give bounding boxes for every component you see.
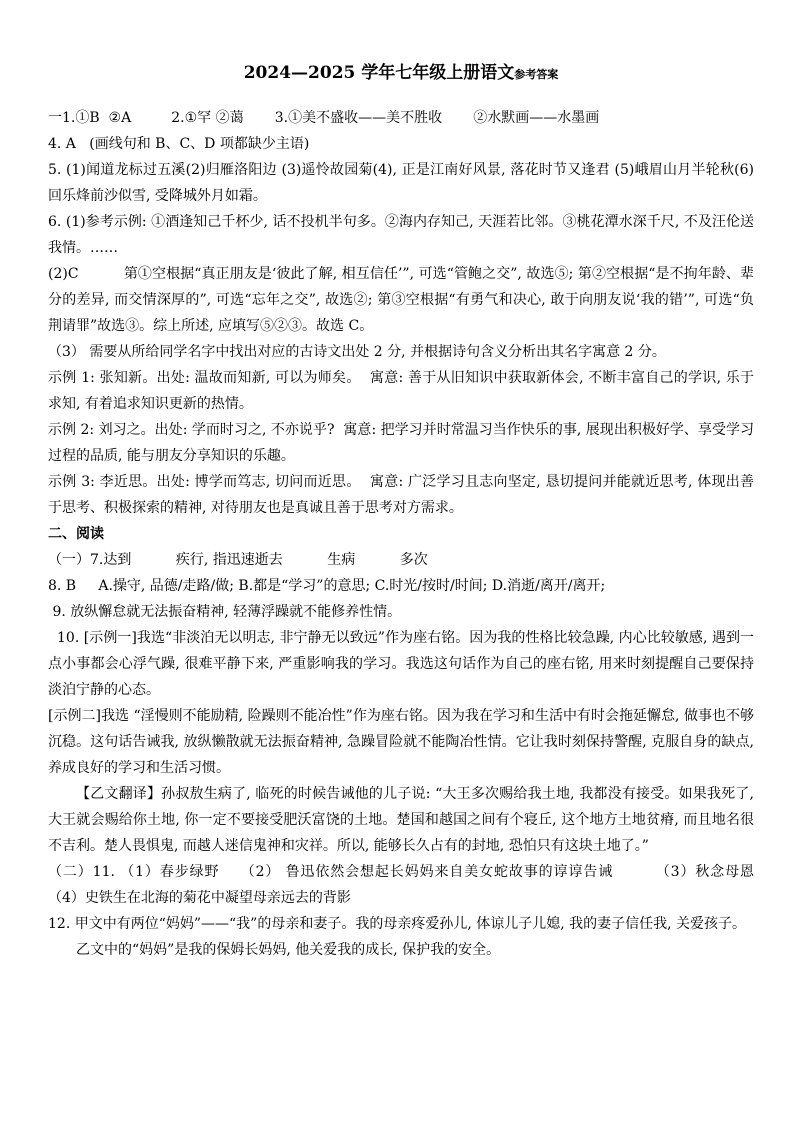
section-heading: 二、阅读: [48, 526, 104, 542]
answer-paragraph: 示例 2: 刘习之。出处: 学而时习之, 不亦说乎? 寓意: 把学习并时常温习当作快乐的事, 展现出积极好学、享受学习过程的品质, 能与朋友分享知识的乐趣。: [48, 422, 754, 464]
answer-paragraph: 乙文中的“妈妈”是我的保姆长妈妈, 他关爱我的成长, 保护我的安全。: [76, 942, 501, 958]
answer-paragraph: 9. 放纵懈怠就无法振奋精神, 轻薄浮躁就不能修养性情。: [48, 604, 402, 620]
answer-sheet: [48, 58, 786, 963]
page-title: [48, 58, 754, 83]
answer-paragraph: 5. (1)闻道龙标过五溪(2)归雁洛阳边 (3)遥怜故园菊(4), 正是江南好风景, 落花时节又逢君 (5)峨眉山月半轮秋(6)回乐烽前沙似雪, 受降城外月如霜。: [48, 162, 754, 204]
answer-paragraph: 4. A (画线句和 B、C、D 项都缺少主语): [48, 136, 310, 152]
answer-body: [48, 105, 786, 963]
answer-paragraph: 12. 甲文中有两位“妈妈”——“我”的母亲和妻子。我的母亲疼爱孙儿, 体谅儿子儿媳, 我的妻子信任我, 关爱孩子。: [48, 916, 747, 932]
answer-paragraph: 示例 1: 张知新。出处: 温故而知新, 可以为师矣。 寓意: 善于从旧知识中获取新体会, 不断丰富自己的学识, 乐于求知, 有着追求知识更新的热情。: [48, 370, 754, 412]
answer-paragraph: 【乙文翻译】孙叔敖生病了, 临死的时候告诫他的儿子说: “大王多次赐给我土地, 我都没有接受。如果我死了, 大王就会赐给你土地, 你一定不要接受肥沃富饶的土地。楚国和越国之间有个寝丘, 这个地方土地贫瘠, 而且地名很不吉利。楚人畏惧鬼, 而越人迷信鬼神和灾祥。所以, 能够长久占有的封地, 恐怕只有这块土地了。”: [48, 786, 759, 854]
answer-paragraph: (2)C 第①空根据“真正朋友是‘彼此了解, 相互信任’”, 可选“管鲍之交”, 故选⑤; 第②空根据“是不拘年龄、辈分的差异, 而交情深厚的”, 可选“忘年之交”, 故选②; 第③空根据“有勇气和决心, 敢于向朋友说‘我的错’”, 可选“负荆请罪”故选③。综上所述, 应填写⑤②③。故选 C。: [48, 266, 754, 334]
answer-paragraph: 10. [示例一]我选“非淡泊无以明志, 非宁静无以致远”作为座右铭。因为我的性格比较急躁, 内心比较敏感, 遇到一点小事都会心浮气躁, 很难平静下来, 严重影响我的学习。我选这句话作为自己的座右铭, 用来时刻提醒自己要保持淡泊宁静的心态。: [48, 630, 754, 698]
answer-paragraph: 示例 3: 李近思。出处: 博学而笃志, 切问而近思。 寓意: 广泛学习且志向坚定, 恳切提问并能就近思考, 体现出善于思考、积极探索的精神, 对待朋友也是真诚且善于思考对方需求。: [48, 474, 754, 516]
answer-paragraph: 一1.①B ②A 2.①罕 ②蔼 3.①美不盛收——美不胜收 ②水默画——水墨画: [48, 110, 600, 126]
answer-paragraph: 6. (1)参考示例: ①酒逢知己千杯少, 话不投机半句多。②海内存知己, 天涯若比邻。③桃花潭水深千尺, 不及汪伦送我情。……: [48, 214, 754, 256]
title-main: 2024—2025 学年七年级上册语文: [243, 63, 515, 83]
answer-paragraph: （二）11. （1）春步绿野 （2） 鲁迅依然会想起长妈妈来自美女蛇故事的谆谆告诫 （3）秋念母恩 （4）史铁生在北海的菊花中凝望母亲远去的背影: [48, 864, 786, 906]
answer-paragraph: [示例二]我选 “淫慢则不能励精, 险躁则不能冶性”作为座右铭。因为我在学习和生活中有时会拖延懈怠, 做事也不够沉稳。这句话告诫我, 放纵懒散就无法振奋精神, 急躁冒险就不能陶冶性情。它让我时刻保持警醒, 克服自身的缺点, 养成良好的学习和生活习惯。: [48, 708, 759, 776]
title-suffix: 参考答案: [514, 68, 559, 81]
answer-paragraph: 8. B A.操守, 品德/走路/做; B.都是“学习”的意思; C.时光/按时/时间; D.消逝/离开/离开;: [48, 578, 606, 594]
answer-paragraph: （3） 需要从所给同学名字中找出对应的古诗文出处 2 分, 并根据诗句含义分析出其名字寓意 2 分。: [48, 344, 666, 360]
answer-paragraph: （一）7.达到 疾行, 指迅速逝去 生病 多次: [48, 552, 428, 568]
